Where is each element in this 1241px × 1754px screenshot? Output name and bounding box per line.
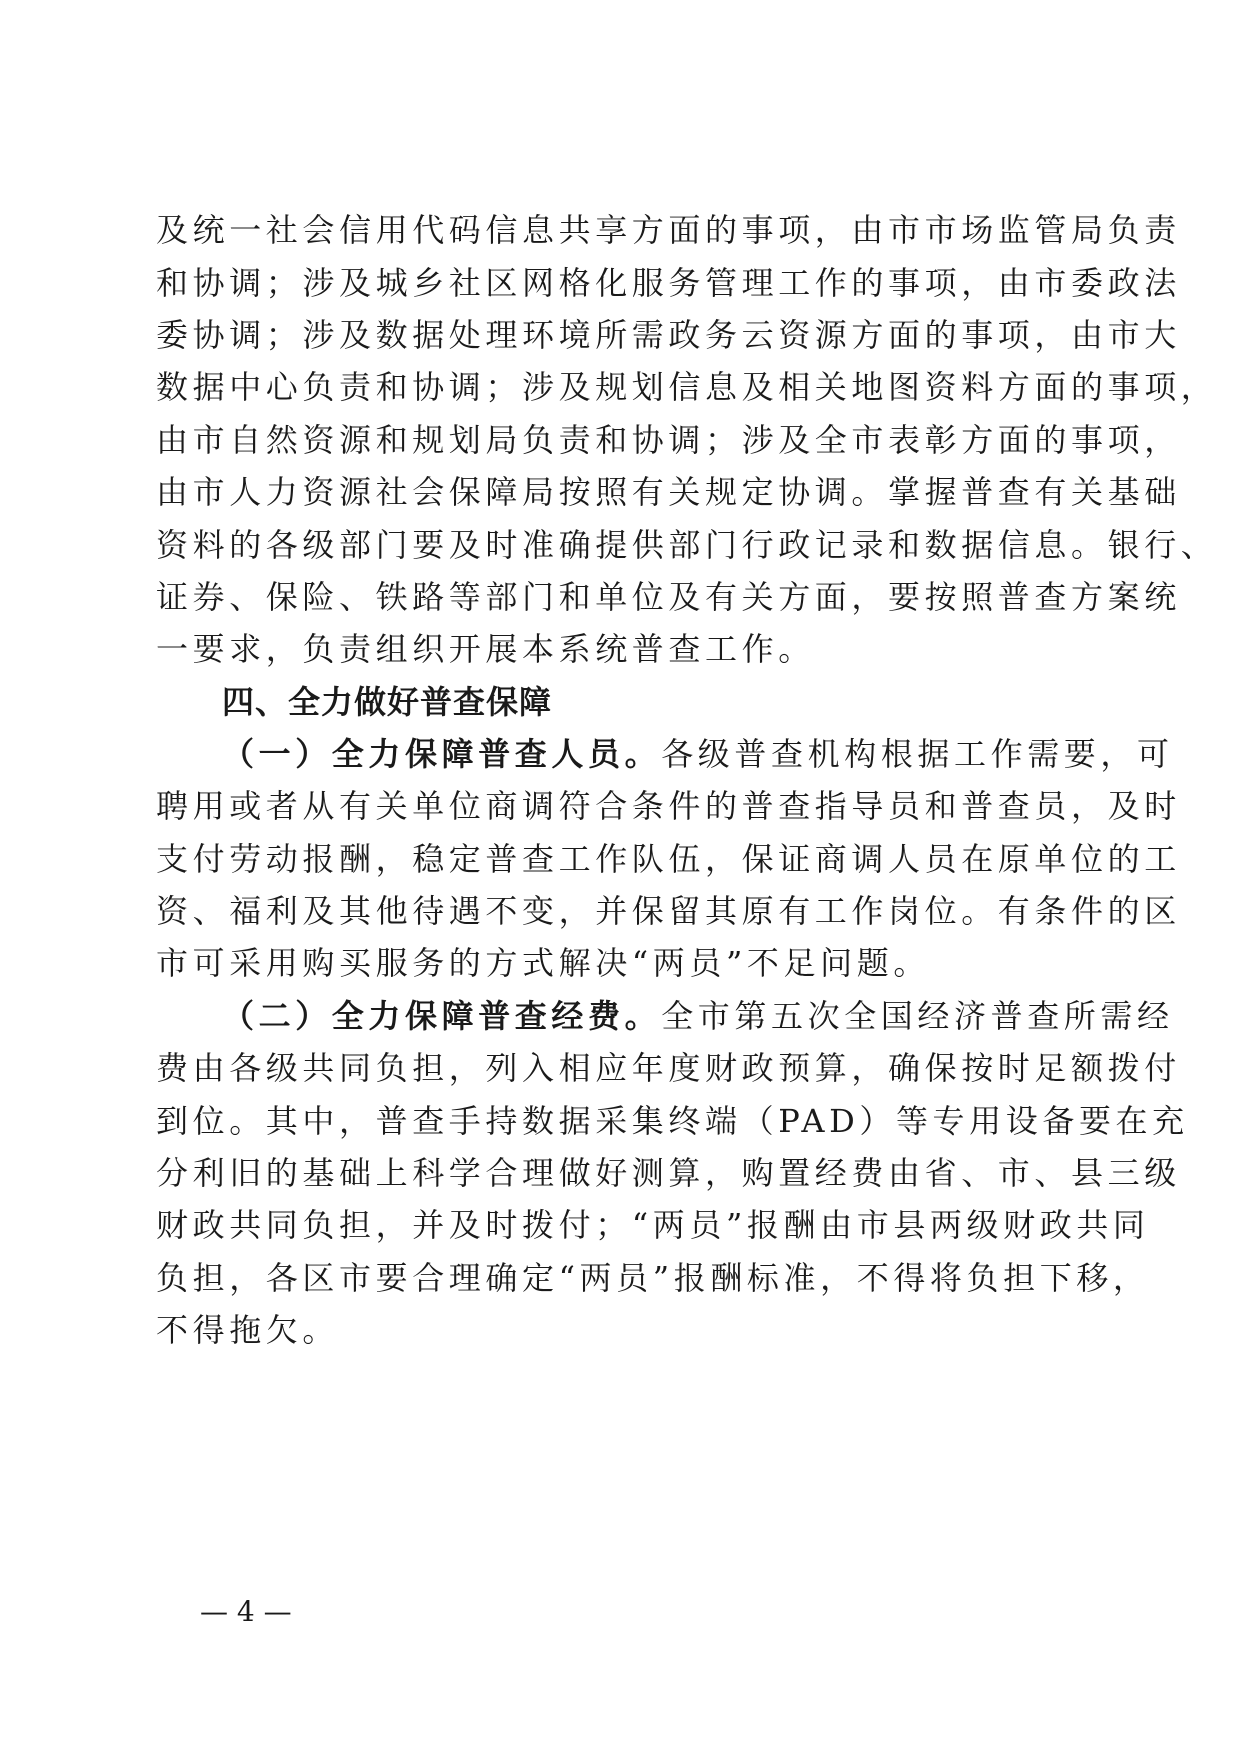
section-heading: 四、全力做好普查保障 — [222, 683, 553, 721]
subsection-lead: （二）全力保障普查经费。 — [222, 997, 662, 1035]
subsection-first-line-text: 各级普查机构根据工作需要，可 — [661, 735, 1174, 773]
body-text-line: 和协调；涉及城乡社区网格化服务管理工作的事项，由市委政法 — [156, 264, 1181, 302]
body-text-line: 及统一社会信用代码信息共享方面的事项，由市市场监管局负责 — [156, 211, 1181, 249]
body-text-line: 不得拖欠。 — [156, 1311, 340, 1349]
subsection-first-line — [222, 724, 1174, 784]
body-text-line: 负担，各区市要合理确定“两员”报酬标准，不得将负担下移， — [156, 1259, 1150, 1297]
subsection-first-line — [222, 986, 1174, 1046]
body-text-line: 支付劳动报酬，稳定普查工作队伍，保证商调人员在原单位的工 — [156, 840, 1181, 878]
subsection-first-line-text: 全市第五次全国经济普查所需经 — [661, 997, 1174, 1035]
body-text-line: 由市人力资源社会保障局按照有关规定协调。掌握普查有关基础 — [156, 473, 1181, 511]
body-text-line: 分利旧的基础上科学合理做好测算，购置经费由省、市、县三级 — [156, 1154, 1181, 1192]
body-text-line: 资、福利及其他待遇不变，并保留其原有工作岗位。有条件的区 — [156, 892, 1181, 930]
body-text-line: 资料的各级部门要及时准确提供部门行政记录和数据信息。银行、 — [156, 526, 1218, 564]
page-number: — 4 — — [200, 1595, 292, 1628]
body-text-line: 聘用或者从有关单位商调符合条件的普查指导员和普查员，及时 — [156, 787, 1181, 825]
body-text-line: 市可采用购买服务的方式解决“两员”不足问题。 — [156, 944, 930, 982]
body-text-line: 数据中心负责和协调；涉及规划信息及相关地图资料方面的事项， — [156, 368, 1218, 406]
body-text-line: 一要求，负责组织开展本系统普查工作。 — [156, 630, 815, 668]
body-text-line: 费由各级共同负担，列入相应年度财政预算，确保按时足额拨付 — [156, 1049, 1181, 1087]
body-text-line: 委协调；涉及数据处理环境所需政务云资源方面的事项，由市大 — [156, 316, 1181, 354]
body-text-line: 到位。其中，普查手持数据采集终端（PAD）等专用设备要在充 — [156, 1102, 1189, 1140]
body-text-line: 财政共同负担，并及时拨付；“两员”报酬由市县两级财政共同 — [156, 1206, 1150, 1244]
body-text-line: 证券、保险、铁路等部门和单位及有关方面，要按照普查方案统 — [156, 578, 1181, 616]
body-text-line: 由市自然资源和规划局负责和协调；涉及全市表彰方面的事项， — [156, 421, 1181, 459]
subsection-lead: （一）全力保障普查人员。 — [222, 735, 662, 773]
